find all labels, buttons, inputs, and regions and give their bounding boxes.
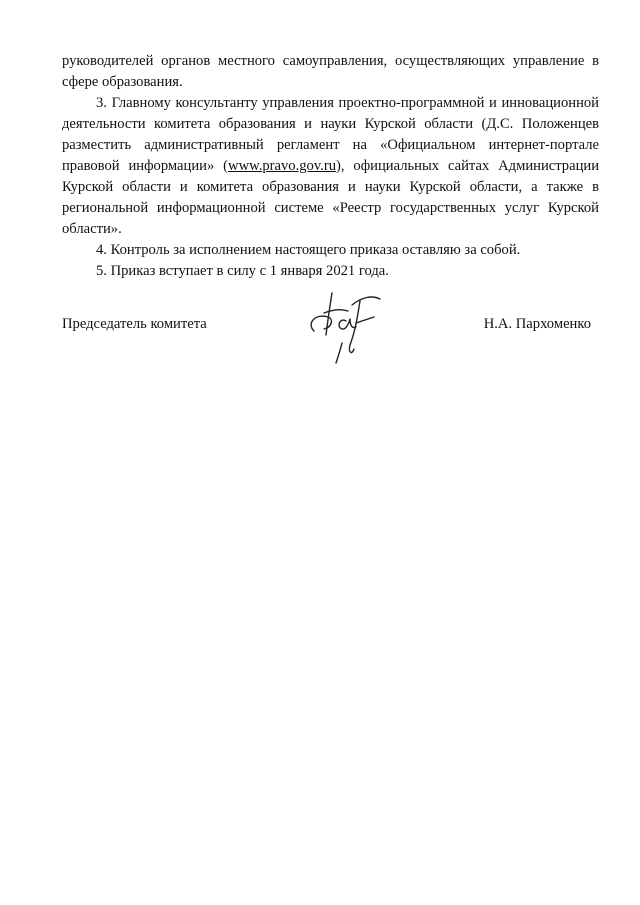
item-3-text-start: 3. Главному консультанту управления проектно-программной и инновационной деятельности комитета образования и науки Курской области (Д.С. Положенцев разместить административный регламент на «Официальном интернет-портале правовой информации» ( (62, 95, 599, 174)
item-3-text-end: ), официальных сайтах Администрации Курской области и комитета образования и науки Курской области, а также в региональной информационной системе «Реестр государственных услуг Курской области». (62, 158, 600, 237)
handwritten-signature (302, 283, 392, 365)
document-body (62, 51, 599, 282)
signatory-name: Н.А. Пархоменко (483, 316, 591, 332)
paragraph-item-5: 5. Приказ вступает в силу с 1 января 2021 года. (96, 263, 389, 279)
paragraph-item-4: 4. Контроль за исполнением настоящего приказа оставляю за собой. (96, 242, 521, 258)
paragraph-continuation: руководителей органов местного самоуправления, осуществляющих управление в сфере образования. (62, 53, 599, 90)
pravo-link[interactable]: www.pravo.gov.ru (228, 158, 336, 174)
paragraph-item-3 (62, 93, 599, 240)
signature-block (62, 283, 599, 373)
signatory-position: Председатель комитета (62, 316, 207, 332)
